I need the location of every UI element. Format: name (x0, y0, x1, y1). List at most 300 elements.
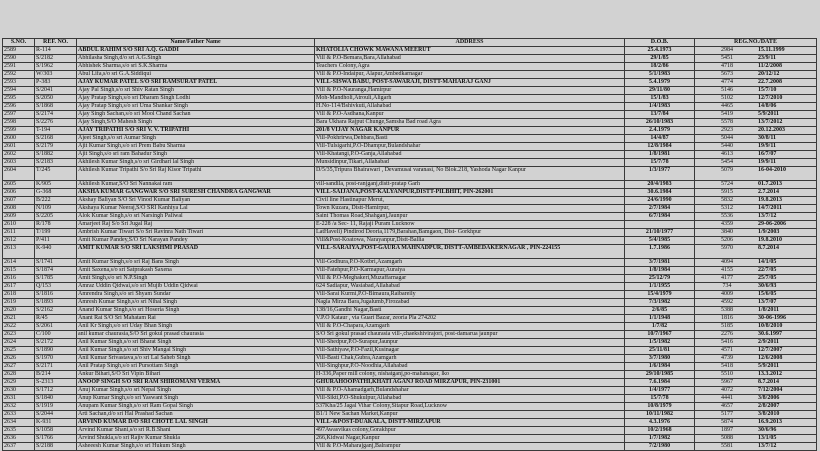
cell-ref: S/1766 (35, 435, 77, 443)
table-row (3, 395, 817, 403)
cell-ref: S/2162 (35, 307, 77, 315)
cell-name: Akhilesh Kumar Tripathi S/o Sri Raj Kisor Tripathi (77, 167, 315, 181)
reg-number: 5185 (721, 323, 733, 329)
header-reg: REG.NO./DATE (695, 39, 817, 47)
cell-dob: 29/10/1985 (625, 371, 695, 379)
table-row (3, 339, 817, 347)
cell-sno: 2628 (3, 371, 35, 379)
cell-sno: 2631 (3, 395, 35, 403)
cell-sno: 2594 (3, 87, 35, 95)
table-row (3, 159, 817, 167)
header-row (3, 39, 817, 47)
reg-date: 30.6.1997 (758, 331, 782, 337)
cell-dob: 2/7/1984 (625, 205, 695, 213)
cell-address: Nagla Mirza Bara,Jugalumb,Firozabad (315, 299, 625, 307)
cell-address: Vill-Pokhrirwa,Dehbara,Basti (315, 135, 625, 143)
table-row (3, 411, 817, 419)
cell-address: Vill-Fatehpur,P.O-Karmapur,Auraiya (315, 267, 625, 275)
cell-address: Vill-Basti Chak,Gubra,Azamgarh (315, 355, 625, 363)
reg-date: 20.12.2003 (758, 127, 785, 133)
table-row (3, 443, 817, 451)
reg-date: 14/7/2011 (758, 205, 783, 211)
cell-address: 201/8 VIJAY NAGAR KANPUR (315, 127, 625, 135)
cell-dob: 7/3/1982 (625, 299, 695, 307)
reg-date: 22.7.2008 (758, 79, 782, 85)
cell-reg (695, 119, 817, 127)
reg-date: 15.11.1999 (758, 47, 785, 53)
cell-sno: 2593 (3, 79, 35, 87)
header-ref: REF. NO. (35, 39, 77, 47)
cell-ref: S/1816 (35, 291, 77, 299)
table-row (3, 221, 817, 229)
cell-sno: 2616 (3, 275, 35, 283)
reg-date: 19/9/11 (758, 159, 777, 165)
cell-reg (695, 427, 817, 435)
cell-ref: S/2171 (35, 363, 77, 371)
cell-sno: 2589 (3, 47, 35, 55)
cell-ref: S/1893 (35, 299, 77, 307)
cell-name: Ajay Singh,S/O Mahesh Singh (77, 119, 315, 127)
cell-dob: 30.6.1984 (625, 189, 695, 197)
cell-dob: 24/6/1990 (625, 197, 695, 205)
reg-date: 19/9/11 (758, 143, 777, 149)
reg-date: 10/8/2010 (758, 323, 783, 329)
cell-sno: 2621 (3, 315, 35, 323)
table-row (3, 197, 817, 205)
cell-reg (695, 339, 817, 347)
reg-number: 2923 (721, 127, 733, 133)
cell-name: Anant Rai S/O Sri Mahatam Rai (77, 315, 315, 323)
cell-reg (695, 237, 817, 245)
reg-number: 4657 (721, 403, 733, 409)
cell-dob: 1/3/1977 (625, 167, 695, 181)
cell-name: Asheeesh Kumar Singh,s/o sri Hukum Singh (77, 443, 315, 451)
cell-name: Ajay Pratap Singh,s/o sri Dharam Singh Lodhi (77, 95, 315, 103)
reg-number: 5967 (721, 379, 733, 385)
cell-dob: 4.3.1976 (625, 419, 695, 427)
cell-name: Abhishek Sharma,s/o sri S.K.Sharma (77, 63, 315, 71)
table-row (3, 205, 817, 213)
cell-name: Anand Kumar Singh,s/o sri Hoseria Singh (77, 307, 315, 315)
table-row (3, 143, 817, 151)
cell-dob: 1/4/1983 (625, 103, 695, 111)
cell-dob: 2/6/85 (625, 307, 695, 315)
cell-sno: 2624 (3, 339, 35, 347)
cell-reg (695, 307, 817, 315)
header-dob: D.O.B. (625, 39, 695, 47)
reg-date: 30/8/11 (758, 135, 777, 141)
cell-sno: 2627 (3, 363, 35, 371)
table-row (3, 95, 817, 103)
header-address: ADDRESS (315, 39, 625, 47)
table-row (3, 299, 817, 307)
cell-dob: 5/4/1985 (625, 237, 695, 245)
reg-number: 5102 (721, 95, 733, 101)
cell-ref: S/1919 (35, 403, 77, 411)
reg-date: 15/6/05 (758, 291, 777, 297)
table-row (3, 259, 817, 267)
cell-ref: S/1840 (35, 395, 77, 403)
cell-ref: S/2041 (35, 87, 77, 95)
cell-ref: R/45 (35, 315, 77, 323)
reg-number: 4359 (721, 221, 733, 227)
reg-date: 22/7/05 (758, 267, 777, 273)
cell-sno: 2630 (3, 387, 35, 395)
cell-name: Amraz Uddin Qidwai,s/o sri Mujib Uddin Qidwai (77, 283, 315, 291)
reg-number: 4009 (721, 291, 733, 297)
cell-ref: Q/153 (35, 283, 77, 291)
cell-name: Amrendra Singh,s/o sri Shyam Sundar (77, 291, 315, 299)
table-row (3, 127, 817, 135)
cell-ref: S/1890 (35, 347, 77, 355)
cell-sno: 2617 (3, 283, 35, 291)
cell-reg (695, 395, 817, 403)
cell-dob: 1/8/1984 (625, 267, 695, 275)
cell-reg (695, 379, 817, 387)
table-row (3, 189, 817, 197)
cell-ref: S/1712 (35, 387, 77, 395)
cell-address: Vill & P.O-Meghakeri,Muzaffarnagar (315, 275, 625, 283)
cell-ref: R/178 (35, 221, 77, 229)
cell-address: S/O Sri gokul prasad chaurasia vill-,chaekshivirajori, post-damarua jaunpur (315, 331, 625, 339)
cell-name: Alok Kumar Singh,s/o sri Narsingh Paliwal (77, 213, 315, 221)
reg-number: 5416 (721, 339, 733, 345)
cell-address: KHATOLIA CHOWK MAWANA MEERUT (315, 47, 625, 55)
register-table (2, 38, 817, 451)
cell-dob: 29/11/80 (625, 87, 695, 95)
cell-reg (695, 291, 817, 299)
cell-name: Anil Pratap Singh,s/o sri Pursottam Singh (77, 363, 315, 371)
cell-dob: 7/2/1980 (625, 443, 695, 451)
cell-ref: T-194 (35, 127, 77, 135)
cell-sno: 2618 (3, 291, 35, 299)
reg-date: 2/8/2007 (758, 403, 780, 409)
cell-address: Vill-Tulsigarhi,P.O-Dhampur,Bulandshahar (315, 143, 625, 151)
reg-date: 11/2/2008 (758, 63, 783, 69)
cell-sno: 2606 (3, 189, 35, 197)
cell-sno: 2604 (3, 167, 35, 181)
cell-address: Vill & P.O-Asdhana,Kanpur (315, 111, 625, 119)
cell-sno: 2609 (3, 213, 35, 221)
reg-number: 4072 (721, 387, 733, 393)
cell-address: VILL-SAIJANA,POST-KALYANPUR,DISTT-PILBHIT, PIN-262001 (315, 189, 625, 197)
reg-date: 23/9/11 (758, 55, 777, 61)
cell-ref: S/1882 (35, 151, 77, 159)
cell-ref: N/109 (35, 205, 77, 213)
cell-dob: 1/7/82 (625, 323, 695, 331)
cell-address: Vill&Post-Koatowa, Narayanpur,Distt-Ballia (315, 237, 625, 245)
table-row (3, 267, 817, 275)
cell-sno: 2600 (3, 135, 35, 143)
cell-reg (695, 151, 817, 159)
reg-date: 16/7/07 (758, 151, 777, 157)
table-row (3, 245, 817, 259)
cell-name: Ankur Bihari,S/O Sri Vipin Bihari (77, 371, 315, 379)
cell-name: Ajeet Singh,s/o sri Aumar Singh (77, 135, 315, 143)
reg-number: 4718 (721, 63, 733, 69)
cell-address: GHURAHOOPATHI,KHATI AGANJ ROAD MIRZAPUR, PIN-231001 (315, 379, 625, 387)
cell-reg (695, 411, 817, 419)
cell-reg (695, 283, 817, 291)
cell-ref: P/411 (35, 237, 77, 245)
cell-address: H-336,Paper mill colony, nishatganj,po-mahanagar, lko (315, 371, 625, 379)
cell-address: 624 Sadiapur, Wasiabad,Allahabad (315, 283, 625, 291)
reg-date: 30-06-1996 (758, 315, 786, 321)
cell-ref: S/2174 (35, 111, 77, 119)
table-row (3, 307, 817, 315)
table-row (3, 79, 817, 87)
cell-ref: K-940 (35, 245, 77, 259)
cell-name: Ajay Singh Sachan,s/o sri Mool Chand Sachan (77, 111, 315, 119)
cell-name: Amit Kumar Pandey,S/O Sri Narayan Pandey (77, 237, 315, 245)
cell-dob: 1/5/1982 (625, 339, 695, 347)
cell-reg (695, 63, 817, 71)
reg-number: 5388 (721, 307, 733, 313)
table-row (3, 355, 817, 363)
cell-dob: 15/4/1979 (625, 291, 695, 299)
table-row (3, 363, 817, 371)
reg-date: 3/8/2010 (758, 411, 780, 417)
cell-ref: K-931 (35, 419, 77, 427)
cell-dob (625, 221, 695, 229)
cell-sno: 2613 (3, 245, 35, 259)
table-row (3, 331, 817, 339)
cell-sno: 2626 (3, 355, 35, 363)
cell-dob: 10/8/1979 (625, 403, 695, 411)
reg-number: 5419 (721, 111, 733, 117)
cell-reg (695, 299, 817, 307)
cell-dob: 10/2/1968 (625, 427, 695, 435)
cell-name: Arvind Kumar Shani,s/o sri R.B.Shani (77, 427, 315, 435)
cell-sno: 2601 (3, 143, 35, 151)
header-sno: S.NO. (3, 39, 35, 47)
cell-name: Anil Kumar Singh,s/o sri Bharat Singh (77, 339, 315, 347)
register-sheet (2, 38, 816, 451)
table-row (3, 427, 817, 435)
reg-number: 4465 (721, 103, 733, 109)
cell-address: Vill-Sathiyaw,P.O-Fazil,Kusinagar (315, 347, 625, 355)
cell-sno: 2634 (3, 419, 35, 427)
reg-date: 13/7/2012 (758, 119, 783, 125)
cell-reg (695, 167, 817, 181)
cell-address: Moh-Mandholi,Atrouli,Aligarh (315, 95, 625, 103)
cell-address: Vill-Shedpur,P.O-Surapur,Jaunpur (315, 339, 625, 347)
cell-sno: 2620 (3, 307, 35, 315)
cell-address: vill-sandila, post-ranjganj,distt-pratap Garh (315, 181, 625, 189)
cell-name: Anil Kumar Singh,s/o sri Shiv Mangal Singh (77, 347, 315, 355)
reg-number: 5578 (721, 119, 733, 125)
cell-name: Akhilesh Kumar Singh,s/o sri Girdhari lal Singh (77, 159, 315, 167)
cell-address: D/5/35,Tripura Bhairawari , Devamusai varanasi, No Blok.218, Yashoda Nagar Kanpur (315, 167, 625, 181)
reg-date: 01.7.2013 (758, 181, 782, 187)
reg-date: 29-06-2006 (758, 221, 786, 227)
cell-reg (695, 103, 817, 111)
cell-sno: 2635 (3, 427, 35, 435)
cell-reg (695, 363, 817, 371)
cell-address: Teachers Colony,Agra (315, 63, 625, 71)
cell-name: Ajit Singh,s/o sri ram Bahadur Singh (77, 151, 315, 159)
cell-dob: 7.6.1984 (625, 379, 695, 387)
cell-dob: 15/1/83 (625, 95, 695, 103)
cell-dob: 3/7/1980 (625, 355, 695, 363)
cell-dob: 1/1/1948 (625, 315, 695, 323)
table-row (3, 47, 817, 55)
cell-ref: P-383 (35, 79, 77, 87)
reg-number: 5874 (721, 419, 733, 425)
cell-dob: 14/4/87 (625, 135, 695, 143)
cell-reg (695, 443, 817, 451)
cell-address: Vill-Sarai Kurmi,P.O-Bimaura,Raibareily (315, 291, 625, 299)
cell-name: AMIT KUMAR S/O SRI LAKSHMI PRASAD (77, 245, 315, 259)
cell-name: Ajay Pal Singh,s/o sri Shiv Ratan Singh (77, 87, 315, 95)
cell-address: VILL-SISWA BABU, POST-SAWARAJI, DISTT-MAHARAJ GANJ (315, 79, 625, 87)
cell-reg (695, 95, 817, 103)
reg-number: 5079 (721, 167, 733, 173)
cell-ref: B/222 (35, 197, 77, 205)
cell-ref: S/2183 (35, 159, 77, 167)
cell-sno: 2614 (3, 259, 35, 267)
reg-number: 1816 (721, 315, 733, 321)
reg-date: 13/7/07 (758, 299, 777, 305)
table-row (3, 419, 817, 427)
cell-dob: 20/4/1983 (625, 181, 695, 189)
cell-address: 537Kha/25 Jagal Vihar Colony,Sitapur Road,Lucknow (315, 403, 625, 411)
cell-ref: S/2182 (35, 55, 77, 63)
reg-number: 734 (722, 283, 732, 289)
reg-number: 4571 (721, 347, 733, 353)
reg-number: 5724 (721, 181, 733, 187)
reg-number: 5044 (721, 135, 733, 141)
table-row (3, 151, 817, 159)
cell-ref: K/905 (35, 181, 77, 189)
cell-name: Akshaya Kumar Neeraj,S/O SRI Kanhiya Lal (77, 205, 315, 213)
reg-number: 5312 (721, 205, 733, 211)
cell-reg (695, 189, 817, 197)
table-row (3, 347, 817, 355)
cell-name: Arti Sachan,d/o sri Hal Prashad Sachan (77, 411, 315, 419)
reg-number: 2984 (721, 47, 733, 53)
cell-name: Anil Kumar Srivastava,s/o sri Lal Saheb Singh (77, 355, 315, 363)
reg-date: 2/9/2011 (758, 339, 780, 345)
reg-number: 4441 (721, 395, 733, 401)
cell-sno: 2608 (3, 205, 35, 213)
cell-name: Anuj Kumar Singh,s/o sri Nepal Singh (77, 387, 315, 395)
cell-sno: 2619 (3, 299, 35, 307)
cell-ref: S/2061 (35, 323, 77, 331)
cell-reg (695, 87, 817, 95)
table-row (3, 167, 817, 181)
cell-name: Abul Lifa,s/o sri G.A.Siddiqui (77, 71, 315, 79)
cell-address: 266,Kidwai Nagar,Kanpur (315, 435, 625, 443)
cell-address: Saint Thomas Road,Shahganj,Jaunpur (315, 213, 625, 221)
cell-ref: G-368 (35, 189, 77, 197)
reg-number: 5832 (721, 197, 733, 203)
cell-sno: 2597 (3, 111, 35, 119)
cell-address: Munsidinpur,Tikari,Allahabad (315, 159, 625, 167)
cell-name: Amresh Kumar Singh,s/o sri Nihal Singh (77, 299, 315, 307)
cell-ref: C/100 (35, 331, 77, 339)
table-row (3, 435, 817, 443)
header-name: Name/Father Name (77, 39, 315, 47)
cell-reg (695, 159, 817, 167)
cell-dob: 1/4/1977 (625, 387, 695, 395)
cell-name: anil kumar chaurasia,S/O Sri gokul prasad chaurasia (77, 331, 315, 339)
reg-date: 13/1/05 (758, 435, 777, 441)
table-row (3, 119, 817, 127)
cell-name: Anupam Kumar Singh,s/o sri Ram Gopal Singh (77, 403, 315, 411)
cell-ref: S/2188 (35, 443, 77, 451)
cell-address: Vill-Singhpur,P.O-Noodhia,Allahabad (315, 363, 625, 371)
reg-number: 5418 (721, 363, 733, 369)
reg-date: 7/12/2004 (758, 387, 783, 393)
table-row (3, 87, 817, 95)
table-row (3, 387, 817, 395)
cell-sno: 2591 (3, 63, 35, 71)
reg-number: 5970 (721, 245, 733, 251)
reg-date: 13/7/12 (758, 443, 777, 449)
table-row (3, 55, 817, 63)
cell-reg (695, 355, 817, 363)
table-row (3, 283, 817, 291)
cell-dob: 13/7/84 (625, 111, 695, 119)
cell-dob: 1.7.1986 (625, 245, 695, 259)
cell-sno: 2590 (3, 55, 35, 63)
cell-reg (695, 127, 817, 135)
table-row (3, 323, 817, 331)
cell-address: Vill & P.O-Ahamadgarh,Bulandshahar (315, 387, 625, 395)
cell-ref: S/2050 (35, 95, 77, 103)
cell-name: Amit Kumar Singh,s/o sri Raj Bans Singh (77, 259, 315, 267)
cell-reg (695, 135, 817, 143)
cell-name: Akhilesh Kumar,S/O Sri Nannakai ram (77, 181, 315, 189)
cell-ref: S/2179 (35, 143, 77, 151)
reg-number: 4774 (721, 79, 733, 85)
cell-ref: S/2168 (35, 135, 77, 143)
cell-dob: 1/7/1982 (625, 435, 695, 443)
cell-sno: 2596 (3, 103, 35, 111)
cell-ref: W/303 (35, 71, 77, 79)
cell-ref: S/1970 (35, 355, 77, 363)
reg-number: 5510 (721, 371, 733, 377)
cell-address: Town Kuzara, Distt-Hamirpur, (315, 205, 625, 213)
cell-sno: 2625 (3, 347, 35, 355)
cell-name: Amarjeet Raj S/o Sri Jugal Raj (77, 221, 315, 229)
cell-reg (695, 79, 817, 87)
reg-date: 2.7.2014 (758, 189, 779, 195)
register-rows (3, 47, 817, 451)
cell-reg (695, 221, 817, 229)
cell-address: Vill & P.O-Nauranga,Hamirpur (315, 87, 625, 95)
cell-address: V.P.O Kataur , via Guari Bazar, zeoria Pla 274202 (315, 315, 625, 323)
cell-dob: 25/12/79 (625, 275, 695, 283)
cell-sno: 2599 (3, 127, 35, 135)
cell-dob: 5/1/1983 (625, 71, 695, 79)
cell-dob: 1/8/1981 (625, 151, 695, 159)
cell-dob: 15/7/78 (625, 159, 695, 167)
cell-address: B1/1 New Sachan Market,Kanpur (315, 411, 625, 419)
reg-date: 12/7/2007 (758, 347, 783, 353)
cell-dob: 5.4.1979 (625, 79, 695, 87)
cell-dob: 1/6/1984 (625, 363, 695, 371)
cell-address: Vill-Sikti,P.O-Shukulpur,Allahabad (315, 395, 625, 403)
cell-sno: 2595 (3, 95, 35, 103)
cell-reg (695, 111, 817, 119)
cell-sno: 2615 (3, 267, 35, 275)
cell-sno: 2592 (3, 71, 35, 79)
cell-name: Ajit Kumar Singh,s/o sri Prem Babu Sharma (77, 143, 315, 151)
table-row (3, 229, 817, 237)
cell-dob: 18/2/86 (625, 63, 695, 71)
